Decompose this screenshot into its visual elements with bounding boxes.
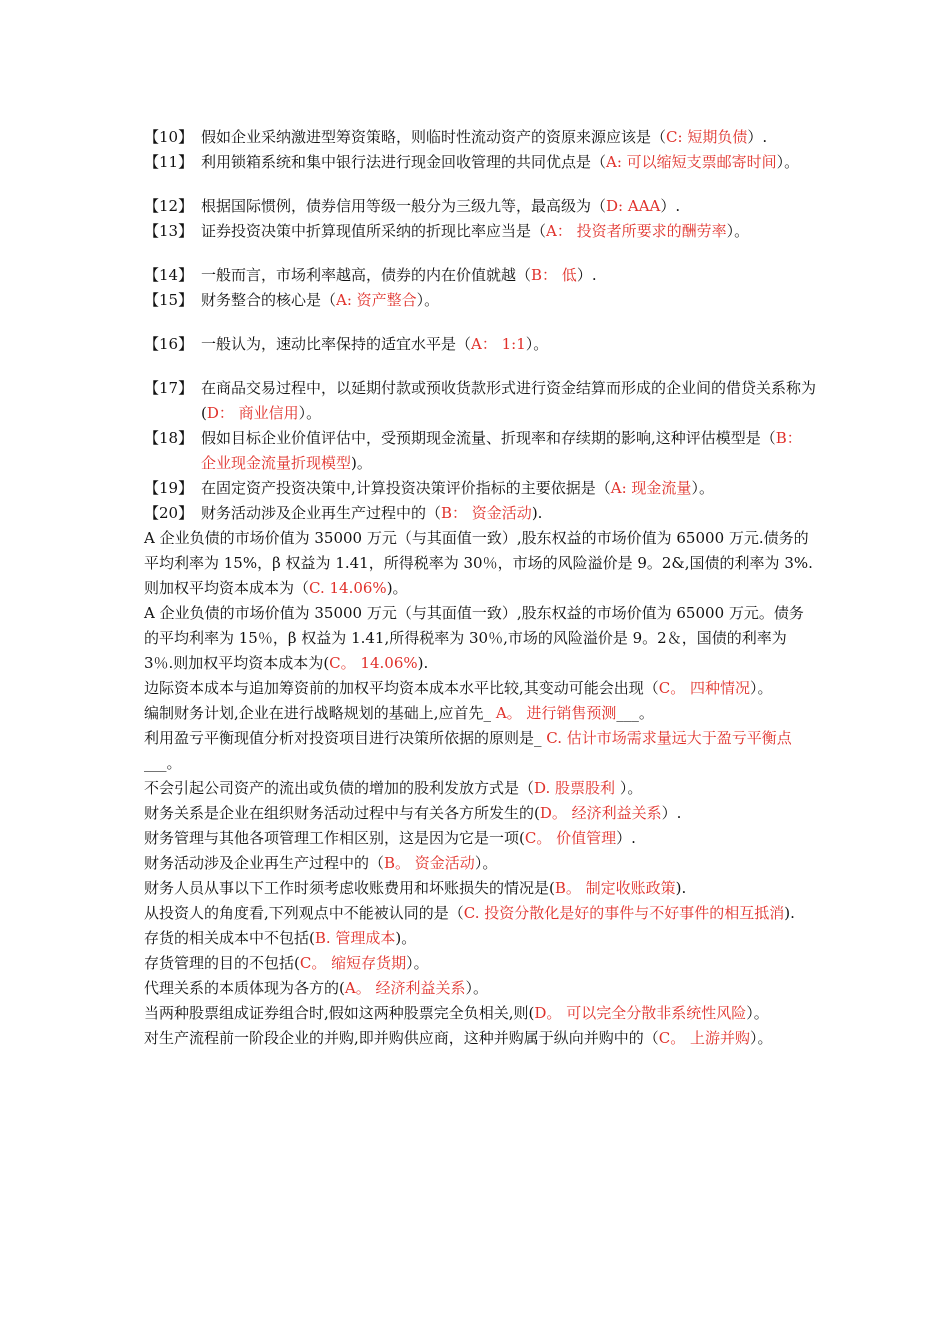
question-text: 利用盈亏平衡现值分析对投资项目进行决策所依据的原则是_ bbox=[144, 729, 542, 747]
question-item-12 bbox=[144, 194, 816, 219]
question-text: 存货管理的目的不包括( bbox=[144, 954, 300, 972]
question-end: ）。 bbox=[615, 779, 643, 797]
question-text: 在商品交易过程中，以延期付款或预收货款形式进行资金结算而形成的企业间的借贷关系称为( bbox=[201, 379, 817, 422]
question-item-17 bbox=[144, 376, 816, 426]
question-item-10 bbox=[144, 125, 816, 150]
question-paragraph bbox=[144, 851, 816, 876]
question-end: ）. bbox=[616, 829, 636, 847]
question-number: 【13】 bbox=[144, 222, 194, 240]
question-text: 在固定资产投资决策中,计算投资决策评价指标的主要依据是（ bbox=[201, 479, 611, 497]
question-end: ）. bbox=[747, 128, 768, 146]
question-end: ___。 bbox=[144, 754, 182, 772]
question-number: 【12】 bbox=[144, 197, 194, 215]
question-item-13 bbox=[144, 219, 816, 244]
question-end: ）。 bbox=[465, 979, 488, 997]
question-end: ）. bbox=[661, 804, 682, 822]
answer-text: D。 可以完全分散非系统性风险 bbox=[534, 1004, 747, 1022]
question-paragraph bbox=[144, 876, 816, 901]
answer-text: C: 短期负债 bbox=[666, 128, 748, 146]
question-text: 财务活动涉及企业再生产过程中的（ bbox=[201, 504, 442, 522]
question-text: 一般而言，市场利率越高，债券的内在价值就越（ bbox=[201, 266, 532, 284]
question-end: ）. bbox=[576, 266, 597, 284]
answer-text: A: 现金流量 bbox=[610, 479, 692, 497]
question-end: ）。 bbox=[750, 679, 773, 697]
answer-text: B： 低 bbox=[531, 266, 577, 284]
question-item-16 bbox=[144, 332, 816, 357]
question-text: 假如企业采纳激进型筹资策略，则临时性流动资产的资原来源应该是（ bbox=[201, 128, 667, 146]
question-end: )。 bbox=[351, 454, 372, 472]
answer-text: C。 上游并购 bbox=[658, 1029, 751, 1047]
spacer bbox=[144, 357, 816, 376]
question-end: ）。 bbox=[474, 854, 498, 872]
question-item-15 bbox=[144, 288, 816, 313]
answer-text: D： 商业信用 bbox=[206, 404, 299, 422]
answer-text: D: AAA bbox=[606, 197, 661, 215]
answer-text: B。 制定收账政策 bbox=[554, 879, 676, 897]
answer-text: C。 14.06% bbox=[329, 654, 418, 672]
answer-text: A: 可以缩短支票邮寄时间 bbox=[606, 153, 777, 171]
spacer bbox=[144, 313, 816, 332]
question-text: 财务人员从事以下工作时须考虑收账费用和坏账损失的情况是( bbox=[144, 879, 555, 897]
question-item-19 bbox=[144, 476, 816, 501]
question-paragraph bbox=[144, 801, 816, 826]
question-number: 【17】 bbox=[144, 379, 194, 397]
question-end: )。 bbox=[386, 579, 408, 597]
answer-text: C。 四种情况 bbox=[658, 679, 751, 697]
spacer bbox=[144, 175, 816, 194]
question-end: ). bbox=[784, 904, 795, 922]
question-text: 对生产流程前一阶段企业的并购,即并购供应商，这种并购属于纵向并购中的（ bbox=[144, 1029, 659, 1047]
question-paragraph bbox=[144, 976, 816, 1001]
question-text: 边际资本成本与追加筹资前的加权平均资本成本水平比较,其变动可能会出现（ bbox=[144, 679, 659, 697]
question-number: 【10】 bbox=[144, 128, 194, 146]
question-item-18 bbox=[144, 426, 816, 476]
question-paragraph bbox=[144, 826, 816, 851]
question-text: 当两种股票组成证券组合时,假如这两种股票完全负相关,则( bbox=[144, 1004, 535, 1022]
question-paragraph bbox=[144, 601, 816, 676]
answer-text: C。 价值管理 bbox=[524, 829, 617, 847]
question-list bbox=[144, 125, 816, 1051]
answer-text: D。 经济利益关系 bbox=[539, 804, 662, 822]
answer-text: B. 管理成本 bbox=[314, 929, 396, 947]
question-item-14 bbox=[144, 263, 816, 288]
answer-text: A。 经济利益关系 bbox=[344, 979, 466, 997]
answer-text: A： 1:1 bbox=[471, 335, 526, 353]
question-paragraph bbox=[144, 926, 816, 951]
question-text: 利用锁箱系统和集中银行法进行现金回收管理的共同优点是（ bbox=[201, 153, 607, 171]
question-text: 根据国际惯例，债券信用等级一般分为三级九等，最高级为（ bbox=[201, 197, 607, 215]
question-text: 不会引起公司资产的流出或负债的增加的股利发放方式是（ bbox=[144, 779, 535, 797]
question-end: ）。 bbox=[298, 404, 322, 422]
answer-text: C。 缩短存货期 bbox=[299, 954, 407, 972]
answer-text: B： 企业现金流量折现模型 bbox=[201, 429, 802, 472]
question-number: 【11】 bbox=[144, 153, 194, 171]
question-number: 【19】 bbox=[144, 479, 194, 497]
question-number: 【15】 bbox=[144, 291, 194, 309]
question-paragraph bbox=[144, 1001, 816, 1026]
question-text: 财务关系是企业在组织财务活动过程中与有关各方所发生的( bbox=[144, 804, 540, 822]
answer-text: B： 资金活动 bbox=[441, 504, 532, 522]
question-end: ___。 bbox=[616, 704, 654, 722]
answer-text: C. 估计市场需求量远大于盈亏平衡点 bbox=[541, 729, 792, 747]
question-paragraph bbox=[144, 726, 816, 776]
question-end: ）. bbox=[660, 197, 681, 215]
answer-text: D. 股票股利 bbox=[534, 779, 616, 797]
question-end: )。 bbox=[395, 929, 417, 947]
question-text: 存货的相关成本中不包括( bbox=[144, 929, 315, 947]
question-text: 一般认为，速动比率保持的适宜水平是（ bbox=[201, 335, 472, 353]
spacer bbox=[144, 244, 816, 263]
answer-text: C. 投资分散化是好的事件与不好事件的相互抵消 bbox=[463, 904, 785, 922]
question-text: A 企业负债的市场价值为 35000 万元（与其面值一致）,股东权益的市场价值为 65000 万元。债务的平均利率为 15％，β 权益为 1.41,所得税率为 30％,市场的风险溢价是 9。2＆，国债的利率为 3％.则加权平均资本成本为( bbox=[144, 604, 804, 672]
question-paragraph bbox=[144, 701, 816, 726]
answer-text: B。 资金活动 bbox=[384, 854, 475, 872]
question-end: ）。 bbox=[776, 153, 800, 171]
question-number: 【20】 bbox=[144, 504, 194, 522]
question-paragraph bbox=[144, 901, 816, 926]
question-paragraph bbox=[144, 1026, 816, 1051]
question-end: ）。 bbox=[406, 954, 429, 972]
question-item-11 bbox=[144, 150, 816, 175]
question-end: ）。 bbox=[726, 222, 750, 240]
question-end: ）。 bbox=[691, 479, 714, 497]
question-end: ). bbox=[675, 879, 687, 897]
question-text: 财务管理与其他各项管理工作相区别，这是因为它是一项( bbox=[144, 829, 525, 847]
question-text: 财务整合的核心是（ bbox=[201, 291, 337, 309]
question-paragraph bbox=[144, 676, 816, 701]
question-text: 代理关系的本质体现为各方的( bbox=[144, 979, 345, 997]
answer-text: A。 进行销售预测 bbox=[491, 704, 617, 722]
question-text: 编制财务计划,企业在进行战略规划的基础上,应首先_ bbox=[144, 704, 492, 722]
question-item-20 bbox=[144, 501, 816, 526]
answer-text: A: 资产整合 bbox=[336, 291, 417, 309]
question-end: ). bbox=[417, 654, 429, 672]
question-text: 证券投资决策中折算现值所采纳的折现比率应当是（ bbox=[201, 222, 547, 240]
question-end: ）。 bbox=[416, 291, 440, 309]
question-paragraph bbox=[144, 776, 816, 801]
question-text: 从投资人的角度看,下列观点中不能被认同的是（ bbox=[144, 904, 464, 922]
question-end: ）。 bbox=[525, 335, 549, 353]
answer-text: C. 14.06% bbox=[309, 579, 387, 597]
question-text: 财务活动涉及企业再生产过程中的（ bbox=[144, 854, 385, 872]
question-text: 假如目标企业价值评估中，受预期现金流量、折现率和存续期的影响,这种评估模型是（ bbox=[201, 429, 776, 447]
question-number: 【16】 bbox=[144, 335, 194, 353]
question-end: ）。 bbox=[746, 1004, 769, 1022]
question-number: 【18】 bbox=[144, 429, 194, 447]
question-paragraph bbox=[144, 526, 816, 601]
question-paragraph bbox=[144, 951, 816, 976]
question-text: A 企业负债的市场价值为 35000 万元（与其面值一致）,股东权益的市场价值为 65000 万元.债务的平均利率为 15%，β 权益为 1.41，所得税率为 30％，市场的风险溢价是 9。2&,国债的利率为 3%.则加权平均资本成本为（ bbox=[144, 529, 813, 597]
question-end: ）。 bbox=[750, 1029, 773, 1047]
question-number: 【14】 bbox=[144, 266, 194, 284]
question-end: ). bbox=[531, 504, 543, 522]
answer-text: A： 投资者所要求的酬劳率 bbox=[546, 222, 727, 240]
